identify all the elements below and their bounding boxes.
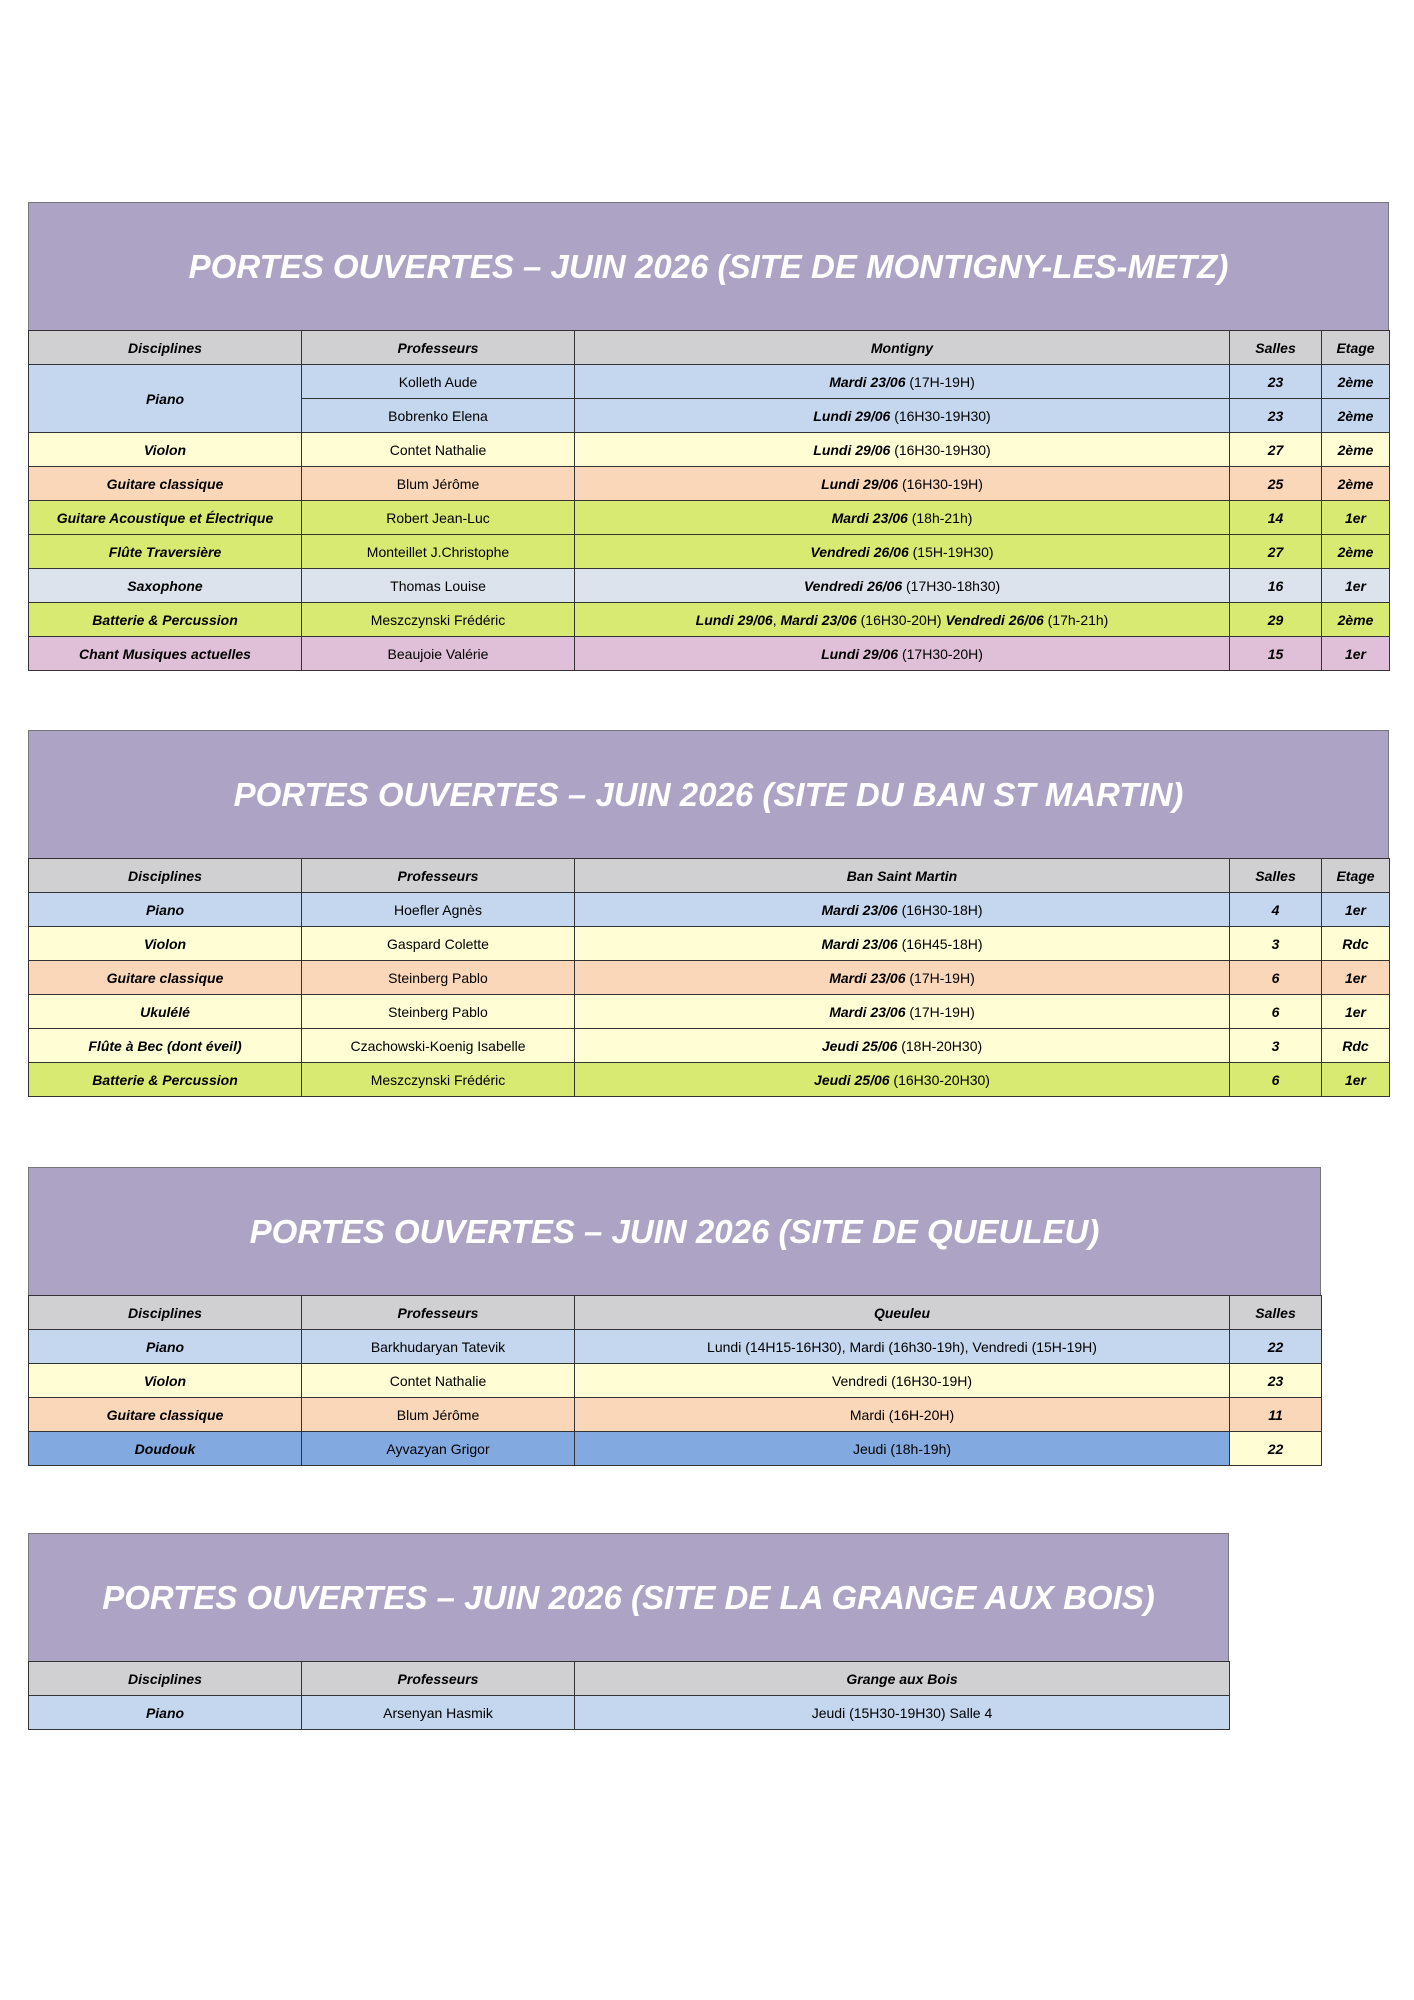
table-row [29, 365, 1390, 399]
col-header: Professeurs [302, 331, 575, 365]
schedule-cell: Lundi 29/06, Mardi 23/06 (16H30-20H) Vendredi 26/06 (17h-21h) [575, 603, 1230, 637]
discipline-cell: Piano [29, 893, 302, 927]
col-header: Etage [1322, 859, 1390, 893]
table-row [29, 995, 1390, 1029]
teacher-cell: Blum Jérôme [302, 1398, 575, 1432]
section-grange-aux-bois [28, 1533, 1229, 1730]
discipline-cell: Violon [29, 927, 302, 961]
table-row [29, 433, 1390, 467]
schedule-cell: Jeudi (18h-19h) [575, 1432, 1230, 1466]
teacher-cell: Bobrenko Elena [302, 399, 575, 433]
teacher-cell: Ayvazyan Grigor [302, 1432, 575, 1466]
col-header: Disciplines [29, 1662, 302, 1696]
section-title: PORTES OUVERTES – JUIN 2026 (SITE DE MONTIGNY-LES-METZ) [28, 202, 1389, 330]
section-queuleu [28, 1167, 1321, 1466]
table-row [29, 1364, 1322, 1398]
teacher-cell: Gaspard Colette [302, 927, 575, 961]
table-header-row [29, 859, 1390, 893]
schedule-cell: Mardi (16H-20H) [575, 1398, 1230, 1432]
table-header-row [29, 1662, 1230, 1696]
table-row [29, 467, 1390, 501]
table-row [29, 1063, 1390, 1097]
table-row [29, 535, 1390, 569]
floor-cell: 1er [1322, 637, 1390, 671]
schedule-cell: Jeudi (15H30-19H30) Salle 4 [575, 1696, 1230, 1730]
schedule-cell: Vendredi (16H30-19H) [575, 1364, 1230, 1398]
room-cell: 11 [1230, 1398, 1322, 1432]
col-header: Salles [1230, 331, 1322, 365]
table-header-row [29, 1296, 1322, 1330]
floor-cell: 1er [1322, 961, 1390, 995]
floor-cell: 1er [1322, 893, 1390, 927]
table-row [29, 569, 1390, 603]
col-header: Etage [1322, 331, 1390, 365]
schedule-cell: Mardi 23/06 (17H-19H) [575, 995, 1230, 1029]
table-row [29, 637, 1390, 671]
room-cell: 25 [1230, 467, 1322, 501]
col-header: Queuleu [575, 1296, 1230, 1330]
discipline-cell: Doudouk [29, 1432, 302, 1466]
table-row [29, 1029, 1390, 1063]
table-row [29, 893, 1390, 927]
floor-cell: 2ème [1322, 603, 1390, 637]
discipline-cell: Guitare classique [29, 1398, 302, 1432]
discipline-cell: Piano [29, 1696, 302, 1730]
discipline-cell: Piano [29, 1330, 302, 1364]
room-cell: 16 [1230, 569, 1322, 603]
schedule-cell: Jeudi 25/06 (18H-20H30) [575, 1029, 1230, 1063]
col-header: Disciplines [29, 859, 302, 893]
table-row [29, 501, 1390, 535]
room-cell: 6 [1230, 961, 1322, 995]
room-cell: 23 [1230, 365, 1322, 399]
discipline-cell: Saxophone [29, 569, 302, 603]
teacher-cell: Meszczynski Frédéric [302, 1063, 575, 1097]
table-row [29, 603, 1390, 637]
teacher-cell: Czachowski-Koenig Isabelle [302, 1029, 575, 1063]
room-cell: 27 [1230, 433, 1322, 467]
col-header: Montigny [575, 331, 1230, 365]
teacher-cell: Arsenyan Hasmik [302, 1696, 575, 1730]
schedule-cell: Mardi 23/06 (16H30-18H) [575, 893, 1230, 927]
table-row [29, 927, 1390, 961]
floor-cell: 2ème [1322, 535, 1390, 569]
room-cell: 22 [1230, 1330, 1322, 1364]
section-montigny [28, 202, 1389, 671]
room-cell: 29 [1230, 603, 1322, 637]
discipline-cell: Guitare Acoustique et Électrique [29, 501, 302, 535]
discipline-cell: Batterie & Percussion [29, 603, 302, 637]
col-header: Disciplines [29, 1296, 302, 1330]
room-cell: 3 [1230, 927, 1322, 961]
discipline-cell: Piano [29, 365, 302, 433]
room-cell: 3 [1230, 1029, 1322, 1063]
section-title: PORTES OUVERTES – JUIN 2026 (SITE DE QUEULEU) [28, 1167, 1321, 1295]
discipline-cell: Ukulélé [29, 995, 302, 1029]
teacher-cell: Steinberg Pablo [302, 995, 575, 1029]
schedule-cell: Lundi 29/06 (17H30-20H) [575, 637, 1230, 671]
teacher-cell: Barkhudaryan Tatevik [302, 1330, 575, 1364]
table-row [29, 961, 1390, 995]
schedule-cell: Lundi (14H15-16H30), Mardi (16h30-19h), Vendredi (15H-19H) [575, 1330, 1230, 1364]
teacher-cell: Contet Nathalie [302, 433, 575, 467]
col-header: Salles [1230, 1296, 1322, 1330]
floor-cell: 2ème [1322, 399, 1390, 433]
schedule-cell: Vendredi 26/06 (17H30-18h30) [575, 569, 1230, 603]
room-cell: 23 [1230, 399, 1322, 433]
discipline-cell: Guitare classique [29, 961, 302, 995]
discipline-cell: Violon [29, 1364, 302, 1398]
floor-cell: 1er [1322, 1063, 1390, 1097]
section-title: PORTES OUVERTES – JUIN 2026 (SITE DU BAN ST MARTIN) [28, 730, 1389, 858]
teacher-cell: Blum Jérôme [302, 467, 575, 501]
room-cell: 15 [1230, 637, 1322, 671]
teacher-cell: Robert Jean-Luc [302, 501, 575, 535]
floor-cell: 2ème [1322, 433, 1390, 467]
table-row [29, 1696, 1230, 1730]
schedule-cell: Mardi 23/06 (16H45-18H) [575, 927, 1230, 961]
schedule-table [28, 858, 1390, 1097]
schedule-cell: Mardi 23/06 (18h-21h) [575, 501, 1230, 535]
table-row [29, 1432, 1322, 1466]
schedule-cell: Jeudi 25/06 (16H30-20H30) [575, 1063, 1230, 1097]
schedule-cell: Lundi 29/06 (16H30-19H30) [575, 433, 1230, 467]
floor-cell: 1er [1322, 501, 1390, 535]
teacher-cell: Steinberg Pablo [302, 961, 575, 995]
teacher-cell: Meszczynski Frédéric [302, 603, 575, 637]
floor-cell: 2ème [1322, 467, 1390, 501]
schedule-cell: Vendredi 26/06 (15H-19H30) [575, 535, 1230, 569]
room-cell: 6 [1230, 1063, 1322, 1097]
room-cell: 6 [1230, 995, 1322, 1029]
discipline-cell: Flûte Traversière [29, 535, 302, 569]
floor-cell: 1er [1322, 995, 1390, 1029]
schedule-cell: Mardi 23/06 (17H-19H) [575, 365, 1230, 399]
discipline-cell: Batterie & Percussion [29, 1063, 302, 1097]
col-header: Professeurs [302, 1296, 575, 1330]
floor-cell: Rdc [1322, 927, 1390, 961]
col-header: Grange aux Bois [575, 1662, 1230, 1696]
room-cell: 23 [1230, 1364, 1322, 1398]
schedule-cell: Lundi 29/06 (16H30-19H) [575, 467, 1230, 501]
floor-cell: Rdc [1322, 1029, 1390, 1063]
room-cell: 22 [1230, 1432, 1322, 1466]
schedule-cell: Mardi 23/06 (17H-19H) [575, 961, 1230, 995]
schedule-table [28, 1295, 1322, 1466]
schedule-table [28, 330, 1390, 671]
schedule-table [28, 1661, 1230, 1730]
col-header: Professeurs [302, 859, 575, 893]
teacher-cell: Monteillet J.Christophe [302, 535, 575, 569]
section-title: PORTES OUVERTES – JUIN 2026 (SITE DE LA GRANGE AUX BOIS) [28, 1533, 1229, 1661]
floor-cell: 1er [1322, 569, 1390, 603]
room-cell: 27 [1230, 535, 1322, 569]
teacher-cell: Beaujoie Valérie [302, 637, 575, 671]
table-row [29, 1330, 1322, 1364]
col-header: Professeurs [302, 1662, 575, 1696]
room-cell: 4 [1230, 893, 1322, 927]
table-row [29, 1398, 1322, 1432]
col-header: Salles [1230, 859, 1322, 893]
col-header: Disciplines [29, 331, 302, 365]
col-header: Ban Saint Martin [575, 859, 1230, 893]
discipline-cell: Chant Musiques actuelles [29, 637, 302, 671]
teacher-cell: Hoefler Agnès [302, 893, 575, 927]
discipline-cell: Guitare classique [29, 467, 302, 501]
teacher-cell: Contet Nathalie [302, 1364, 575, 1398]
table-header-row [29, 331, 1390, 365]
section-ban-st-martin [28, 730, 1389, 1097]
discipline-cell: Violon [29, 433, 302, 467]
schedule-cell: Lundi 29/06 (16H30-19H30) [575, 399, 1230, 433]
discipline-cell: Flûte à Bec (dont éveil) [29, 1029, 302, 1063]
room-cell: 14 [1230, 501, 1322, 535]
teacher-cell: Thomas Louise [302, 569, 575, 603]
teacher-cell: Kolleth Aude [302, 365, 575, 399]
floor-cell: 2ème [1322, 365, 1390, 399]
